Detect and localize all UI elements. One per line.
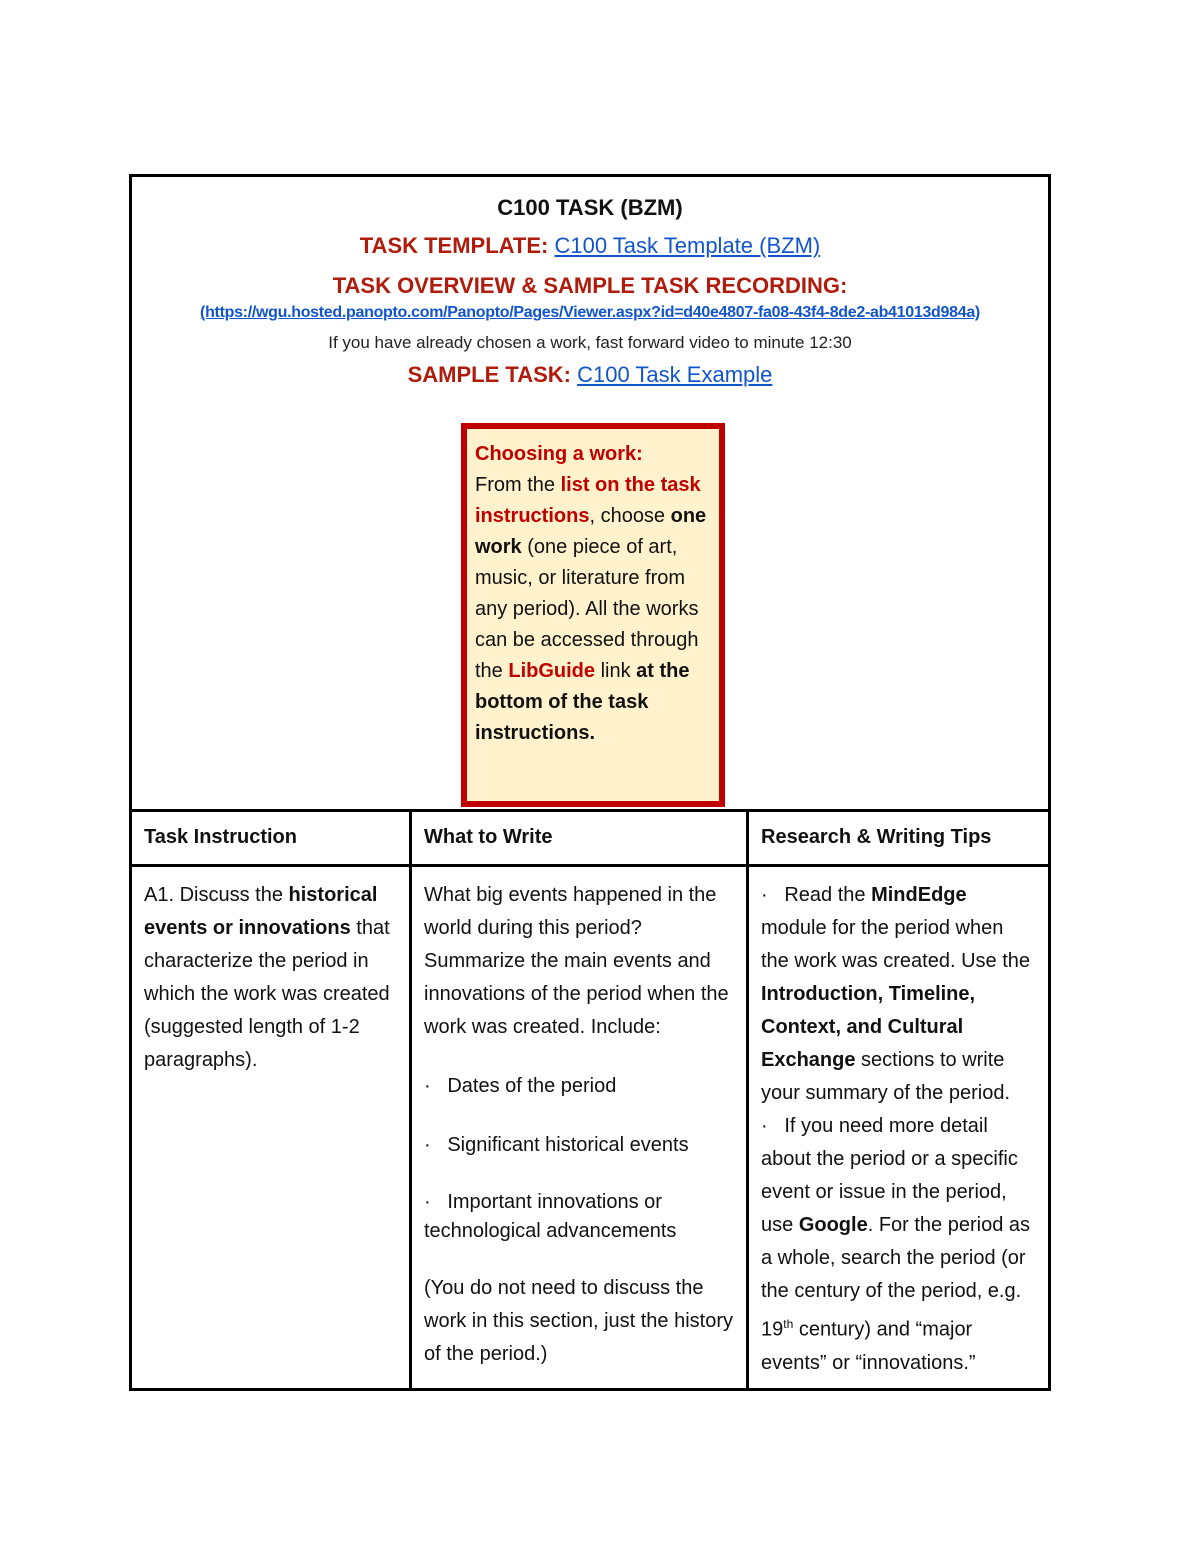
sample-task-label: SAMPLE TASK: [407, 362, 571, 387]
cell-bold: Introduction, Timeline, Context, and Cultural Exchange [761, 983, 976, 1071]
overview-label: TASK OVERVIEW & SAMPLE TASK RECORDING: [332, 273, 848, 298]
what-to-write-cell [409, 867, 746, 1391]
task-template-link[interactable]: C100 Task Template (BZM) [554, 233, 821, 258]
table-row [132, 867, 1048, 1391]
column-header: What to Write [409, 812, 746, 864]
sample-task-line [132, 362, 1048, 388]
column-header: Task Instruction [144, 826, 297, 848]
cell-bold: Google [798, 1214, 868, 1236]
header-section [132, 177, 1048, 812]
superscript: th [783, 1317, 794, 1331]
cell-text: century) and “major events” or “innovations.” [761, 1318, 976, 1374]
callout-bold: at the bottom of the task instructions. [475, 660, 690, 744]
cell-text: module for the period when the work was created. Use the [761, 917, 1031, 972]
callout-bold: one work [475, 505, 707, 558]
sample-task-link[interactable]: C100 Task Example [577, 362, 773, 387]
cell-text: (You do not need to discuss the work in this section, just the history of the period.) [424, 1277, 734, 1365]
overview-url-line [132, 304, 1048, 322]
cell-text: sections to write your summary of the period. [761, 1049, 1010, 1104]
task-instruction-cell [132, 867, 409, 1391]
video-note: If you have already chosen a work, fast forward video to minute 12:30 [328, 333, 852, 352]
instruction-table [132, 812, 1048, 1391]
cell-text: What big events happened in the world during this period? Summarize the main events and innovations of the period when the work was created. Include: [424, 884, 729, 1038]
task-template-label: TASK TEMPLATE: [359, 233, 549, 258]
tips-cell [746, 867, 1048, 1391]
bullet-item [424, 1188, 734, 1246]
callout-text: link [595, 660, 637, 682]
cell-text: A1. Discuss the [144, 884, 289, 906]
cell-bold: MindEdge [871, 884, 967, 906]
cell-text: Read the [784, 884, 872, 906]
table-header-row [132, 812, 1048, 867]
column-header: Research & Writing Tips [746, 812, 1048, 864]
cell-text: If you need more detail about the period or a specific event or issue in the period, use [761, 1115, 1018, 1236]
bullet-item [424, 1129, 734, 1162]
task-template-line [132, 233, 1048, 259]
tip-paragraph [761, 879, 1036, 1110]
tip-paragraph [761, 1110, 1036, 1380]
callout-text: , choose [589, 505, 671, 527]
bullet-icon: · [424, 1191, 431, 1213]
callout-text: From the [475, 474, 561, 496]
callout-text: (one piece of art, music, or literature from any period). All the works can be accessed through the [475, 536, 699, 682]
cell-text: . For the period as a whole, search the period (or the century of the period, e.g. 19 [761, 1214, 1031, 1341]
bullet-icon: · [761, 884, 768, 906]
page-title: C100 TASK (BZM) [497, 195, 683, 220]
task-document [129, 174, 1051, 1391]
cell-text: that characterize the period in which the work was created (suggested length of 1-2 paragraphs). [144, 917, 390, 1071]
choosing-work-callout [461, 423, 725, 807]
callout-libguide: LibGuide [508, 660, 596, 682]
bullet-text: Significant historical events [447, 1134, 689, 1156]
callout-highlight: list on the task instructions [475, 474, 701, 527]
callout-title: Choosing a work: [475, 443, 643, 465]
bullet-icon: · [761, 1115, 768, 1137]
cell-bold: historical events or innovations [144, 884, 378, 939]
bullet-text: Dates of the period [447, 1075, 617, 1097]
bullet-item [424, 1070, 734, 1103]
overview-url-link[interactable]: (https://wgu.hosted.panopto.com/Panopto/Pages/Viewer.aspx?id=d40e4807-fa08-43f4-8de2-ab41013d984a) [200, 304, 980, 321]
overview-line [132, 273, 1048, 299]
bullet-icon: · [424, 1075, 431, 1097]
bullet-text: Important innovations or technological advancements [424, 1191, 677, 1242]
bullet-icon: · [424, 1134, 431, 1156]
